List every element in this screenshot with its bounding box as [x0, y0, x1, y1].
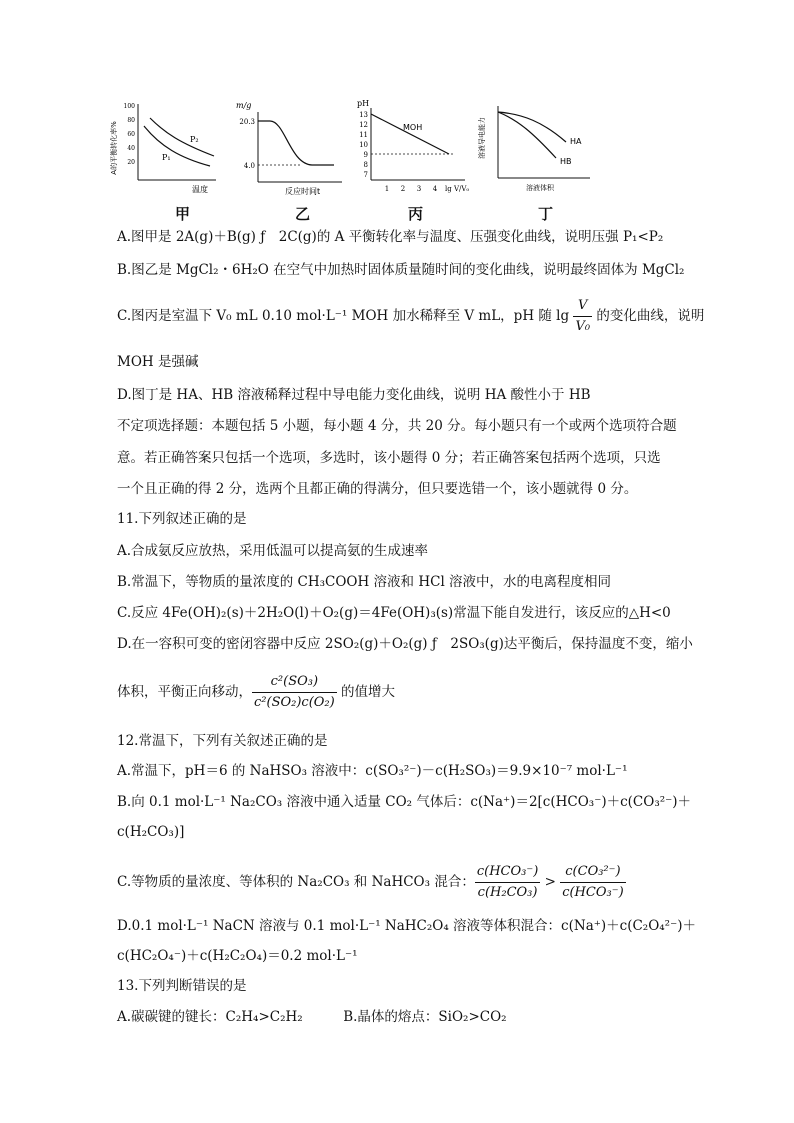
option-c-fraction: [573, 296, 592, 337]
question-12-option-c: [117, 862, 626, 903]
q11d2-den: c²(SO₂)c(O₂): [254, 695, 335, 710]
instruction-line-2: 意。若正确答案只包括一个选项，多选时，该小题得 0 分；若正确答案包括两个选项，只选: [117, 450, 661, 466]
ding-xlabel: 溶液体积: [526, 184, 554, 192]
jia-ylabel: A的平衡转化率%: [110, 121, 118, 175]
question-11-option-d: D.在一容积可变的密闭容器中反应 2SO₂(g)＋O₂(g) ƒ 2SO₃(g)达平衡后，保持温度不变，缩小: [117, 636, 693, 652]
yi-curve: [258, 121, 334, 165]
question-11-option-c: C.反应 4Fe(OH)₂(s)＋2H₂O(l)＋O₂(g)＝4Fe(OH)₃(s)常温下能自发进行，该反应的△H<0: [117, 605, 671, 621]
yi-ytick-1: 20.3: [239, 118, 255, 126]
jia-ytick-5: 20: [127, 159, 135, 166]
q12c-den-2: c(HCO₃⁻): [562, 885, 624, 900]
q11d2-pre: 体积，平衡正向移动，: [117, 684, 252, 700]
question-11-option-a: A.合成氨反应放热，采用低温可以提高氨的生成速率: [117, 543, 429, 559]
question-11-option-d-line-2: [117, 672, 395, 713]
question-12-stem: 12.常温下，下列有关叙述正确的是: [117, 733, 328, 749]
question-12-option-a: A.常温下，pH＝6 的 NaHSO₃ 溶液中：c(SO₃²⁻)－c(H₂SO₃)＝9.9×10⁻⁷ mol·L⁻¹: [117, 763, 628, 779]
figure-jia-plot: [110, 98, 220, 198]
figure-jia: [110, 98, 220, 223]
option-c-line-2: MOH 是强碱: [117, 354, 199, 370]
bing-ylabel: pH: [357, 99, 370, 108]
question-13-stem: 13.下列判断错误的是: [117, 978, 247, 994]
jia-curve-p1: [144, 126, 210, 166]
bing-xtick-1: 1: [384, 185, 390, 193]
question-12-option-b: B.向 0.1 mol·L⁻¹ Na₂CO₃ 溶液中通入适量 CO₂ 气体后：c(Na⁺)＝2[c(HCO₃⁻)＋c(CO₃²⁻)＋: [117, 794, 692, 810]
ding-label-ha: HA: [570, 137, 582, 146]
q12c-gt: >: [540, 874, 561, 890]
yi-ytick-2: 4.0: [243, 162, 255, 170]
figure-ding-plot: [478, 98, 593, 198]
ding-label-hb: HB: [560, 157, 572, 166]
bing-xlabel: lg V/V₀: [445, 185, 470, 193]
bing-ytick-12: 12: [359, 121, 368, 129]
q12c-pre: C.等物质的量浓度、等体积的 Na₂CO₃ 和 NaHCO₃ 混合：: [117, 874, 475, 890]
jia-label-p1: P₁: [162, 153, 171, 162]
bing-ytick-13: 13: [359, 111, 368, 119]
q11d2-fraction: [252, 672, 337, 713]
question-12-option-d-line-2: c(HC₂O₄⁻)＋c(H₂C₂O₄)＝0.2 mol·L⁻¹: [117, 948, 358, 964]
option-c-line: [117, 296, 704, 337]
figure-ding: [478, 98, 593, 223]
q11d2-post: 的值增大: [336, 684, 396, 700]
option-c-frac-num: V: [573, 296, 592, 317]
bing-ytick-9: 9: [363, 151, 368, 159]
bing-ytick-11: 11: [359, 131, 368, 139]
bing-ytick-8: 8: [363, 161, 368, 169]
q12c-num-1: c(HCO₃⁻): [475, 862, 540, 883]
option-c-post: 的变化曲线，说明: [592, 308, 705, 324]
figure-ding-label: 丁: [538, 205, 554, 223]
yi-ylabel: m/g: [236, 101, 252, 110]
instruction-line-1: 不定项选择题：本题包括 5 小题，每小题 4 分，共 20 分。每小题只有一个或两个选项符合题: [117, 418, 677, 434]
q12c-fraction-2: [560, 862, 625, 903]
jia-ytick-2: 80: [127, 117, 135, 124]
jia-ytick-3: 60: [127, 131, 135, 138]
ding-curve-hb: [498, 112, 556, 158]
q12c-den-1: c(H₂CO₃): [477, 885, 538, 900]
jia-curve-p2: [150, 118, 214, 156]
question-11-option-b: B.常温下，等物质的量浓度的 CH₃COOH 溶液和 HCl 溶液中，水的电离程度相同: [117, 574, 612, 590]
bing-xtick-2: 2: [400, 185, 406, 193]
yi-xlabel: 反应时间t: [285, 187, 321, 196]
option-b-line: B.图乙是 MgCl₂・6H₂O 在空气中加热时固体质量随时间的变化曲线，说明最终固体为 MgCl₂: [117, 262, 685, 278]
option-c-pre: C.图丙是室温下 V₀ mL 0.10 mol·L⁻¹ MOH 加水稀释至 V mL，pH 随 lg: [117, 308, 574, 324]
question-11-stem: 11.下列叙述正确的是: [117, 511, 247, 527]
bing-curve-moh: [371, 114, 449, 154]
jia-ytick-4: 40: [127, 145, 135, 152]
bing-ytick-7: 7: [363, 171, 368, 179]
q12c-fraction-1: [475, 862, 540, 903]
figure-yi: [230, 98, 345, 223]
jia-xlabel: 温度: [192, 185, 208, 194]
jia-ytick-1: 100: [123, 103, 135, 110]
q12c-num-2: c(CO₃²⁻): [560, 862, 625, 883]
figure-row: [110, 98, 590, 223]
option-c-frac-den: V₀: [575, 319, 591, 334]
option-d-line: D.图丁是 HA、HB 溶液稀释过程中导电能力变化曲线，说明 HA 酸性小于 HB: [117, 387, 591, 403]
question-12-option-d: D.0.1 mol·L⁻¹ NaCN 溶液与 0.1 mol·L⁻¹ NaHC₂O₄ 溶液等体积混合：c(Na⁺)＋c(C₂O₄²⁻)＋: [117, 918, 696, 934]
figure-bing: [353, 98, 473, 223]
figure-yi-plot: [230, 98, 345, 198]
bing-xtick-3: 3: [416, 185, 422, 193]
option-a-line: A.图甲是 2A(g)＋B(g) ƒ 2C(g)的 A 平衡转化率与温度、压强变化曲线，说明压强 P₁<P₂: [117, 229, 664, 245]
jia-label-p2: P₂: [190, 135, 199, 144]
figure-bing-plot: [353, 98, 473, 198]
q11d2-num: c²(SO₃): [252, 672, 337, 693]
bing-curve-label: MOH: [403, 123, 423, 132]
figure-bing-label: 丙: [408, 205, 424, 223]
bing-ytick-10: 10: [359, 141, 368, 149]
figure-jia-label: 甲: [175, 205, 191, 223]
ding-ylabel: 溶液导电能力: [478, 117, 486, 159]
figure-yi-label: 乙: [295, 205, 311, 223]
bing-xtick-4: 4: [432, 185, 438, 193]
question-12-option-b-line-2: c(H₂CO₃)]: [117, 824, 185, 840]
instruction-line-3: 一个且正确的得 2 分，选两个且都正确的得满分，但只要选错一个，该小题就得 0 分。: [117, 481, 638, 497]
question-13-options-ab: A.碳碳键的键长：C₂H₄>C₂H₂ B.晶体的熔点：SiO₂>CO₂: [117, 1009, 507, 1025]
